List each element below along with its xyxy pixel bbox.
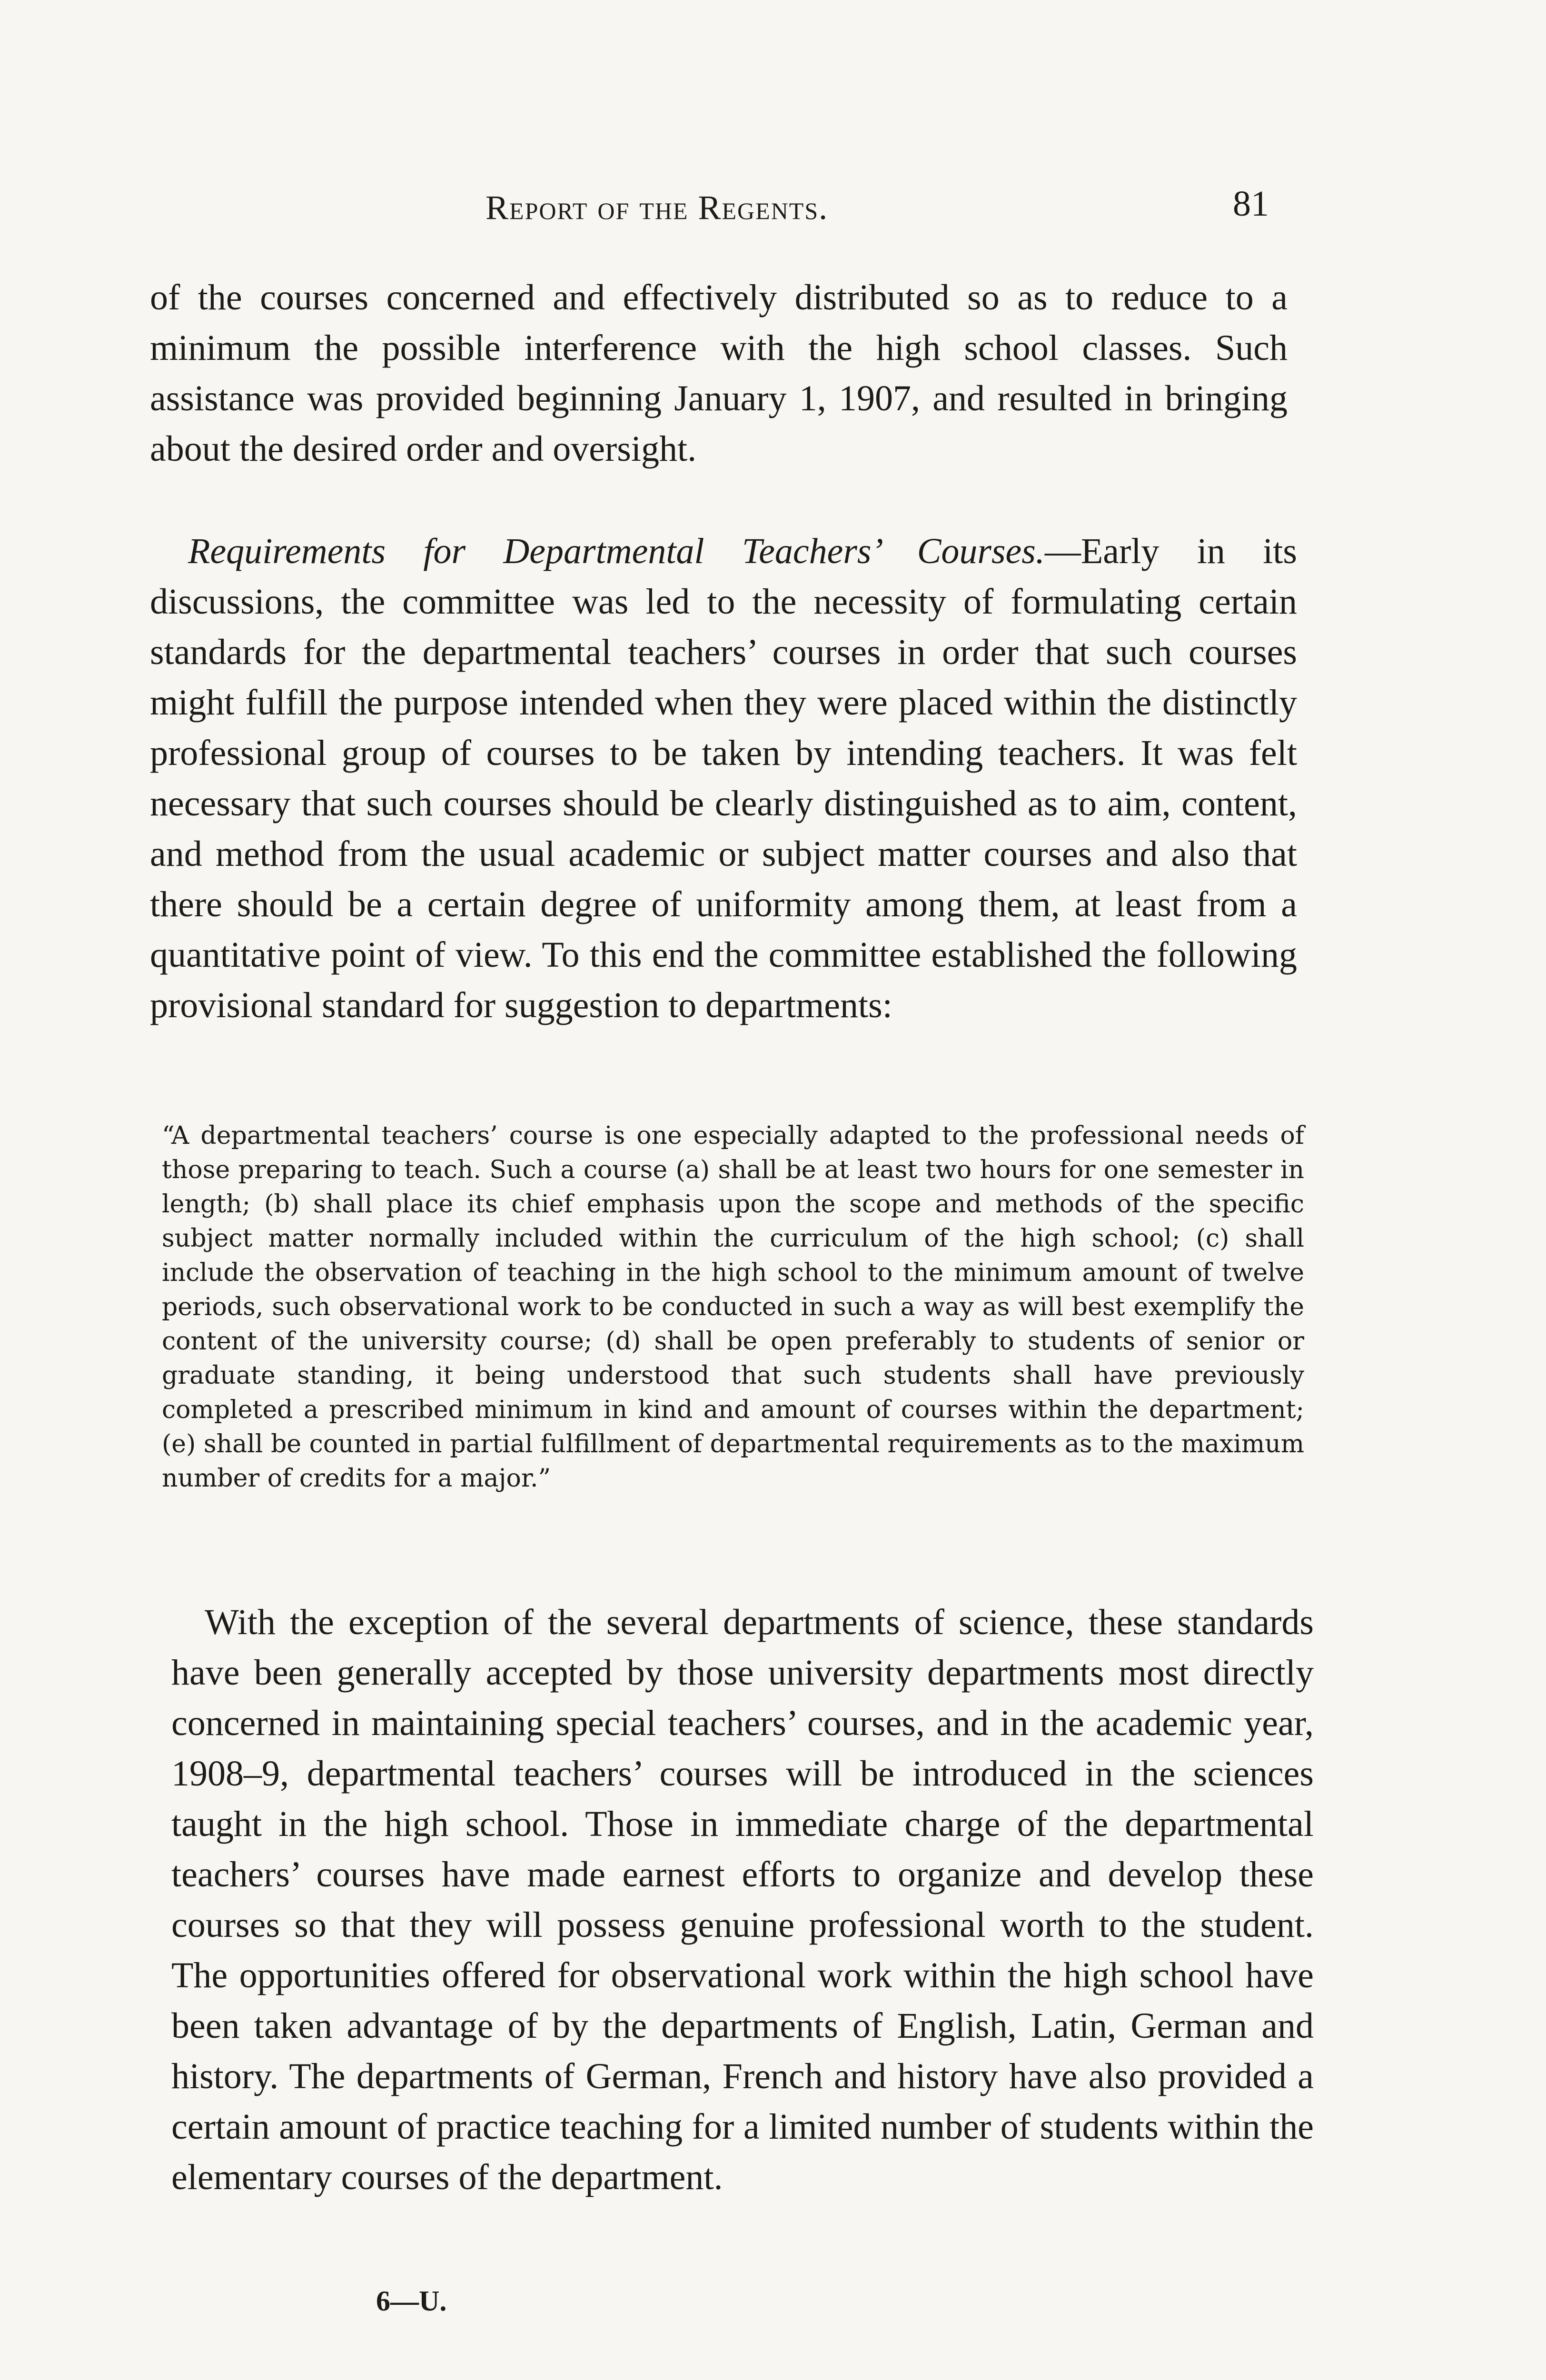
running-header [486,188,828,228]
paragraph-2 [150,526,1297,1031]
paragraph-3: With the exception of the several departments of science, these standards have been generally accepted by those university departments most directly concerned in maintaining special teachers’ courses, and in the academic year, 1908–9, departmental teachers’ courses will be introduced in the sciences taught in the high school. Those in immediate charge of the departmental teachers’ courses have made earnest efforts to organize and develop these courses so that they will possess genuine professional worth to the student. The opportunities offered for observational work within the high school have been taken advantage of by the departments of English, Latin, German and history. The departments of German, French and history have also provided a certain amount of practice teaching for a limited number of students within the elementary courses of the department. [171,1602,1314,2197]
quoted-standard: “A departmental teachers’ course is one especially adapted to the professional needs of those preparing to teach. Such a course (a) shall be at least two hours for one semester in length; (b) shall place its chief emphasis upon the scope and methods of the specific subject matter normally included within the curriculum of the high school; (c) shall include the observation of teaching in the high school to the minimum amount of twelve periods, such observational work to be conducted in such a way as will best exemplify the content of the university course; (d) shall be open preferably to students of senior or graduate standing, it being understood that such students shall have previously completed a prescribed minimum in kind and amount of courses within the department; (e) shall be counted in partial fulfillment of departmental requirements as to the maximum number of credits for a major.” [162,1121,1304,1493]
page-number: 81 [1233,184,1269,224]
running-header-part-2: Regents. [698,188,829,227]
paragraph-1: of the courses concerned and effectively distributed so as to reduce to a minimum the possible interference with the high school classes. Such assistance was provided beginning January 1, 1907, and resulted in bringing about the desired order and oversight. [150,278,1288,469]
section-heading: Requirements for Departmental Teachers’ Courses. [188,531,1045,571]
running-header-part-1: Report of the [486,188,689,227]
signature-mark: 6—U. [376,2285,447,2317]
paragraph-2-text: —Early in its discussions, the committee was led to the necessity of formulating certain standards for the departmental teachers’ courses in order that such courses might fulfill the purpose intended when they were placed within the distinctly professional group of courses to be taken by intending teachers. It was felt necessary that such courses should be clearly distinguished as to aim, content, and method from the usual academic or subject matter courses and also that there should be a certain degree of uniformity among them, at least from a quantitative point of view. To this end the committee established the following provisional standard for suggestion to departments: [150,531,1297,1025]
